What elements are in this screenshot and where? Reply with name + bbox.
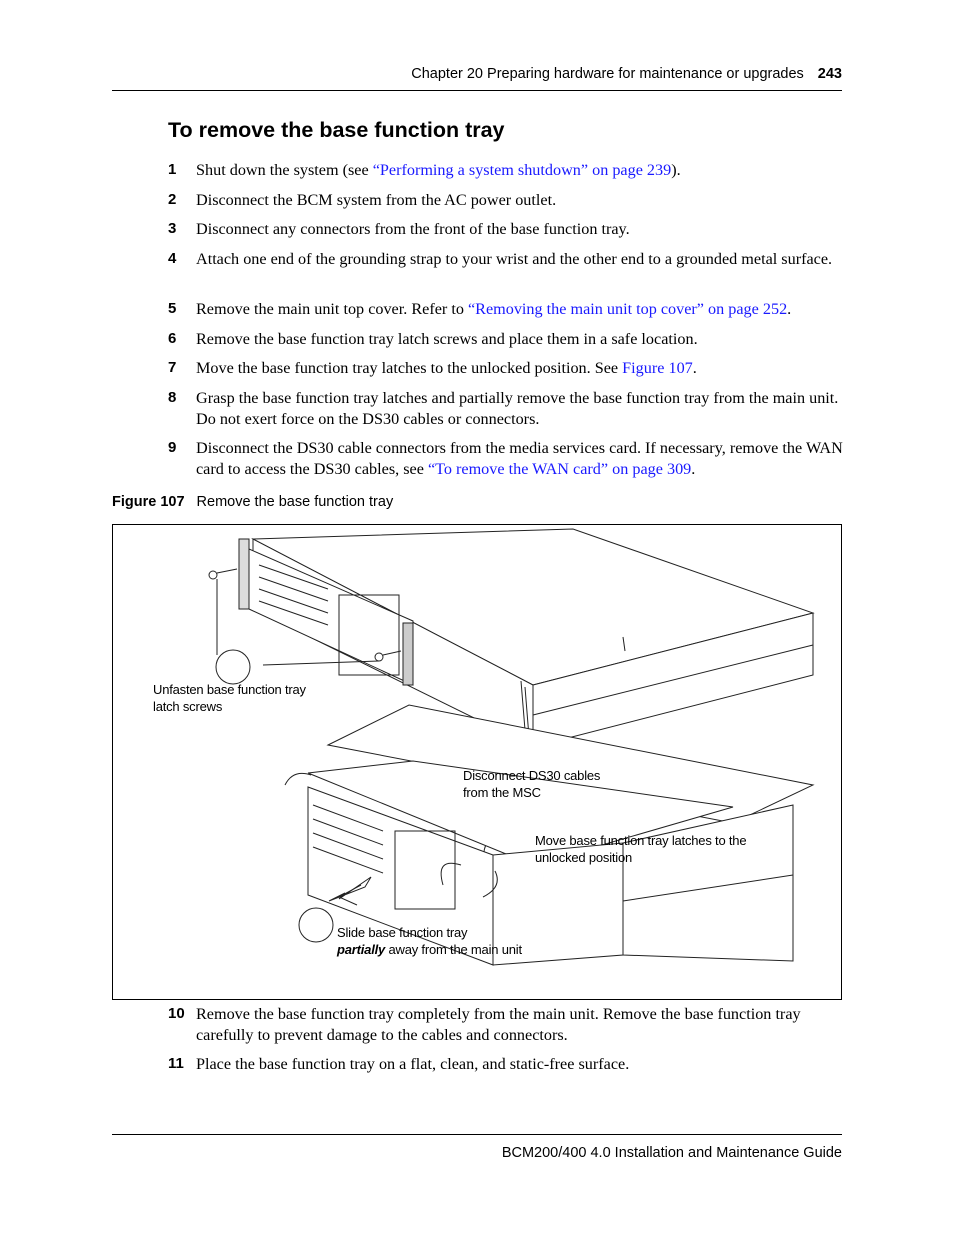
page-title: To remove the base function tray <box>168 118 505 142</box>
step-11: 11 Place the base function tray on a flat, clean, and static-free surface. <box>168 1055 630 1073</box>
footer-guide-title: BCM200/400 4.0 Installation and Maintenance Guide <box>501 1145 842 1161</box>
figure-title: Remove the base function tray <box>196 494 394 510</box>
link-remove-top-cover[interactable]: “Removing the main unit top cover” on page 252 <box>467 300 788 318</box>
step-9: 9 Disconnect the DS30 cable connectors from the media services card. If necessary, remove the WAN card to access the DS30 cables, see “To remove the WAN card” on page 309. <box>168 439 843 478</box>
step-7: 7 Move the base function tray latches to the unlocked position. See Figure 107. <box>168 359 697 377</box>
step-3: 3 Disconnect any connectors from the front of the base function tray. <box>168 220 630 238</box>
page-number: 243 <box>817 66 842 82</box>
page-header <box>112 66 842 91</box>
figure-label: Figure 107 <box>112 494 185 510</box>
page-footer <box>112 1134 842 1161</box>
step-2: 2 Disconnect the BCM system from the AC power outlet. <box>168 191 557 209</box>
callout-unfasten-screws: Unfasten base function tray latch screws <box>153 682 306 714</box>
step-10: 10 Remove the base function tray completely from the main unit. Remove the base function tray carefully to prevent damage to the cables and connectors. <box>168 1005 801 1044</box>
link-figure-107[interactable]: Figure 107 <box>622 359 693 377</box>
chapter-title: Chapter 20 Preparing hardware for maintenance or upgrades <box>411 66 804 82</box>
callout-move-latches: Move base function tray latches to the unlocked position <box>535 833 747 865</box>
step-5: 5 Remove the main unit top cover. Refer to “Removing the main unit top cover” on page 252. <box>168 300 792 318</box>
figure-caption <box>112 494 393 510</box>
step-6: 6 Remove the base function tray latch screws and place them in a safe location. <box>168 330 698 348</box>
step-8: 8 Grasp the base function tray latches and partially remove the base function tray from the main unit. Do not exert force on the DS30 cables or connectors. <box>168 389 839 428</box>
step-1: 1 Shut down the system (see “Performing a system shutdown” on page 239). <box>168 161 681 179</box>
link-remove-wan-card[interactable]: “To remove the WAN card” on page 309 <box>427 459 692 478</box>
callout-slide-tray: Slide base function tray partially away from the main unit <box>337 925 522 957</box>
callout-disconnect-ds30: Disconnect DS30 cables from the MSC <box>463 768 601 800</box>
figure-illustration <box>112 524 842 1000</box>
link-system-shutdown[interactable]: “Performing a system shutdown” on page 239 <box>372 161 672 179</box>
step-4: 4 Attach one end of the grounding strap to your wrist and the other end to a grounded metal surface. <box>168 250 833 268</box>
